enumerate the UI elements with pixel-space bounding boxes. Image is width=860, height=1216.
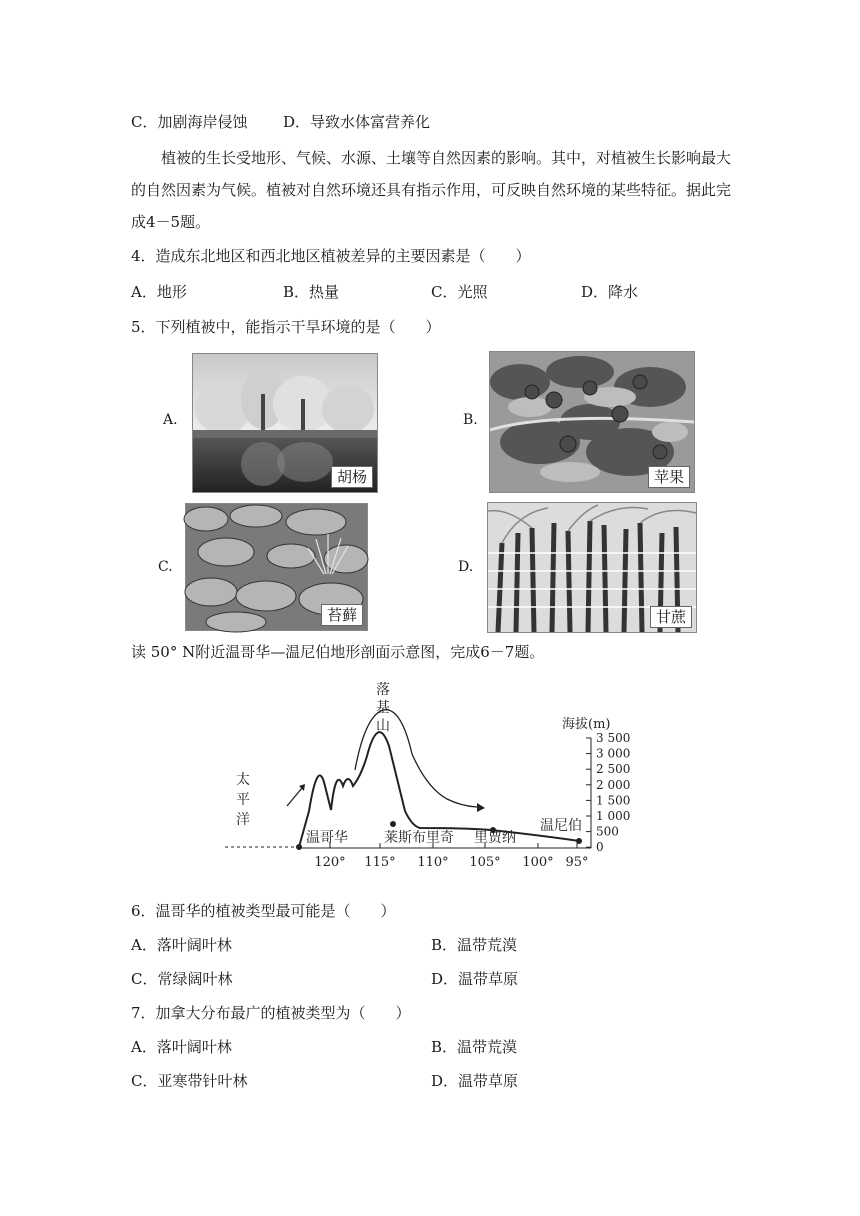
photo-d-letter: D. bbox=[458, 559, 474, 575]
y-tick-label: 2 000 bbox=[596, 777, 631, 792]
photo-apple bbox=[489, 351, 695, 493]
photo-c-letter: C. bbox=[158, 559, 173, 575]
place-dot-vancouver bbox=[296, 844, 302, 850]
ocean-label-1: 太 bbox=[236, 772, 250, 788]
q6-option-d: D．温带草原 bbox=[431, 970, 519, 988]
air-flow-arrow bbox=[355, 710, 477, 807]
place-label-winnipeg: 温尼伯 bbox=[540, 818, 582, 834]
y-tick-label: 3 500 bbox=[596, 731, 631, 745]
y-tick-label: 2 500 bbox=[596, 762, 631, 777]
q4-option-a: A．地形 bbox=[131, 283, 187, 301]
photo-populus-euphratica bbox=[192, 353, 378, 493]
place-dot-lethbridge bbox=[390, 821, 396, 827]
q3-option-d: D．导致水体富营养化 bbox=[283, 113, 431, 131]
place-label-vancouver: 温哥华 bbox=[306, 830, 348, 846]
q7-option-a: A．落叶阔叶林 bbox=[131, 1038, 232, 1056]
y-tick-label: 1 000 bbox=[596, 809, 631, 823]
q6-stem: 6．温哥华的植被类型最可能是（ ） bbox=[131, 902, 396, 920]
q7-option-c: C．亚寒带针叶林 bbox=[131, 1072, 248, 1090]
y-tick-label: 500 bbox=[596, 824, 619, 839]
photo-a-caption: 胡杨 bbox=[331, 466, 373, 488]
ocean-label-3: 洋 bbox=[236, 812, 250, 828]
q6-option-b: B．温带荒漠 bbox=[431, 936, 518, 954]
x-tick-label: 105° bbox=[469, 855, 501, 870]
profile-intro: 读 50° N附近温哥华—温尼伯地形剖面示意图，完成6－7题。 bbox=[131, 643, 545, 661]
q7-option-d: D．温带草原 bbox=[431, 1072, 519, 1090]
ocean-label-2: 平 bbox=[236, 792, 250, 808]
q4-stem: 4．造成东北地区和西北地区植被差异的主要因素是（ ） bbox=[131, 247, 531, 265]
x-tick-label: 120° bbox=[314, 855, 346, 870]
place-label-regina: 里贾纳 bbox=[474, 830, 516, 846]
photo-sugarcane bbox=[487, 502, 697, 633]
photo-b-caption: 苹果 bbox=[648, 466, 690, 488]
y-tick-label: 0 bbox=[596, 840, 604, 855]
q5-stem: 5．下列植被中，能指示干旱环境的是（ ） bbox=[131, 318, 441, 336]
x-tick-label: 110° bbox=[417, 855, 449, 870]
q6-option-a: A．落叶阔叶林 bbox=[131, 936, 232, 954]
mountain-label-2: 基 bbox=[376, 700, 390, 716]
q4-option-c: C．光照 bbox=[431, 283, 488, 301]
q3-option-c: C．加剧海岸侵蚀 bbox=[131, 113, 248, 131]
photo-d-caption: 甘蔗 bbox=[650, 606, 692, 628]
photo-c-caption: 苔藓 bbox=[321, 604, 363, 626]
q6-option-c: C．常绿阔叶林 bbox=[131, 970, 233, 988]
y-axis-ticks bbox=[586, 731, 630, 854]
terrain-profile-diagram bbox=[215, 676, 631, 876]
mountain-label-3: 山 bbox=[376, 718, 390, 734]
x-tick-label: 100° bbox=[522, 855, 554, 870]
q7-stem: 7．加拿大分布最广的植被类型为（ ） bbox=[131, 1004, 411, 1022]
q4-option-b: B．热量 bbox=[283, 283, 340, 301]
photo-a-letter: A. bbox=[163, 412, 178, 428]
photo-moss bbox=[185, 503, 368, 631]
y-tick-label: 3 000 bbox=[596, 746, 631, 761]
place-label-lethbridge: 莱斯布里奇 bbox=[384, 830, 454, 846]
y-tick-label: 1 500 bbox=[596, 793, 631, 808]
intro-paragraph: 植被的生长受地形、气候、水源、土壤等自然因素的影响。其中，对植被生长影响最大的自然因素为气候。植被对自然环境还具有指示作用，可反映自然环境的某些特征。据此完成4－5题。 bbox=[131, 149, 732, 231]
q4-option-d: D．降水 bbox=[581, 283, 639, 301]
mountain-label-1: 落 bbox=[376, 682, 390, 698]
ocean-wind-arrow bbox=[287, 788, 302, 806]
x-axis-ticks bbox=[314, 843, 588, 870]
x-tick-label: 95° bbox=[565, 855, 589, 870]
photo-b-letter: B. bbox=[463, 412, 478, 428]
q7-option-b: B．温带荒漠 bbox=[431, 1038, 518, 1056]
x-tick-label: 115° bbox=[364, 855, 396, 870]
air-flow-arrowhead bbox=[477, 803, 485, 812]
y-axis-title: 海拔(m) bbox=[562, 717, 611, 732]
